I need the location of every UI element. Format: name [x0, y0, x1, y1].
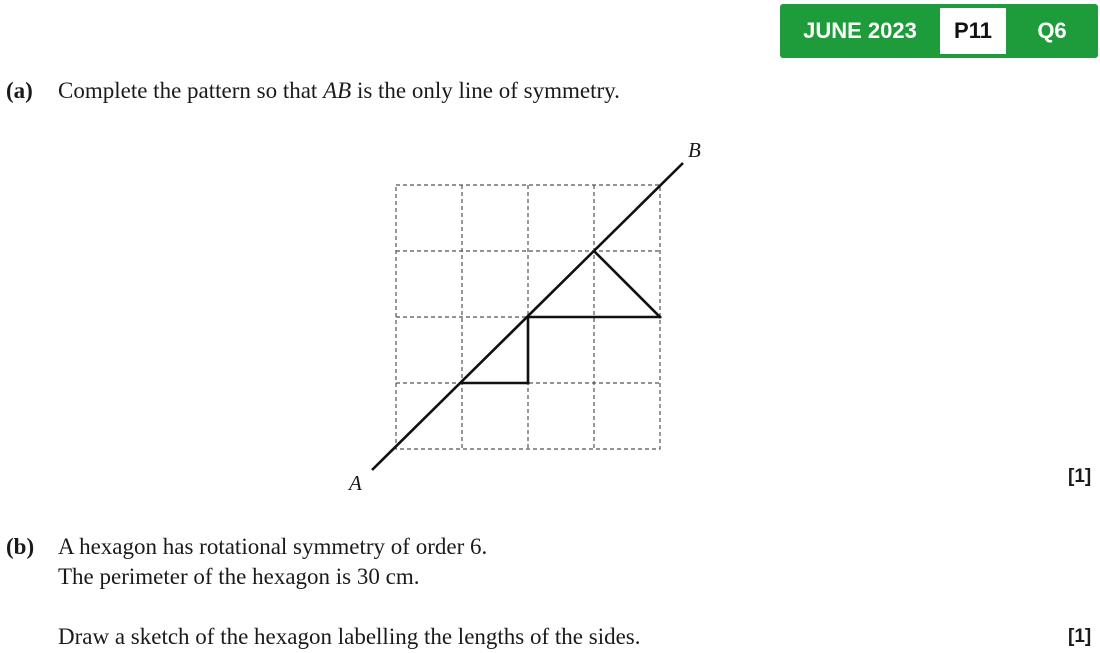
part-a-text-before: Complete the pattern so that — [58, 78, 324, 103]
part-b-line1-text: A hexagon has rotational symmetry of order 6. — [58, 534, 488, 559]
badge-question: Q6 — [1037, 18, 1067, 43]
part-b-marks: [1] — [1068, 626, 1092, 647]
part-b-line2: The perimeter of the hexagon is 30 cm. — [58, 564, 420, 589]
badge-paper: P11 — [940, 8, 1006, 54]
badge-date: JUNE 2023 — [803, 18, 917, 43]
part-b-label: (b) — [6, 534, 35, 559]
point-label-a: A — [349, 471, 362, 495]
part-b-instruction: Draw a sketch of the hexagon labelling the lengths of the sides. — [58, 624, 641, 649]
pattern-segment-1 — [594, 251, 660, 317]
point-label-b: B — [688, 138, 701, 162]
part-a-label: (a) — [6, 78, 33, 103]
part-a-marks: [1] — [1068, 466, 1092, 487]
part-b-line1 — [6, 534, 487, 560]
part-a-text-after: is the only line of symmetry. — [351, 78, 620, 103]
part-a-line-name: AB — [323, 78, 352, 103]
